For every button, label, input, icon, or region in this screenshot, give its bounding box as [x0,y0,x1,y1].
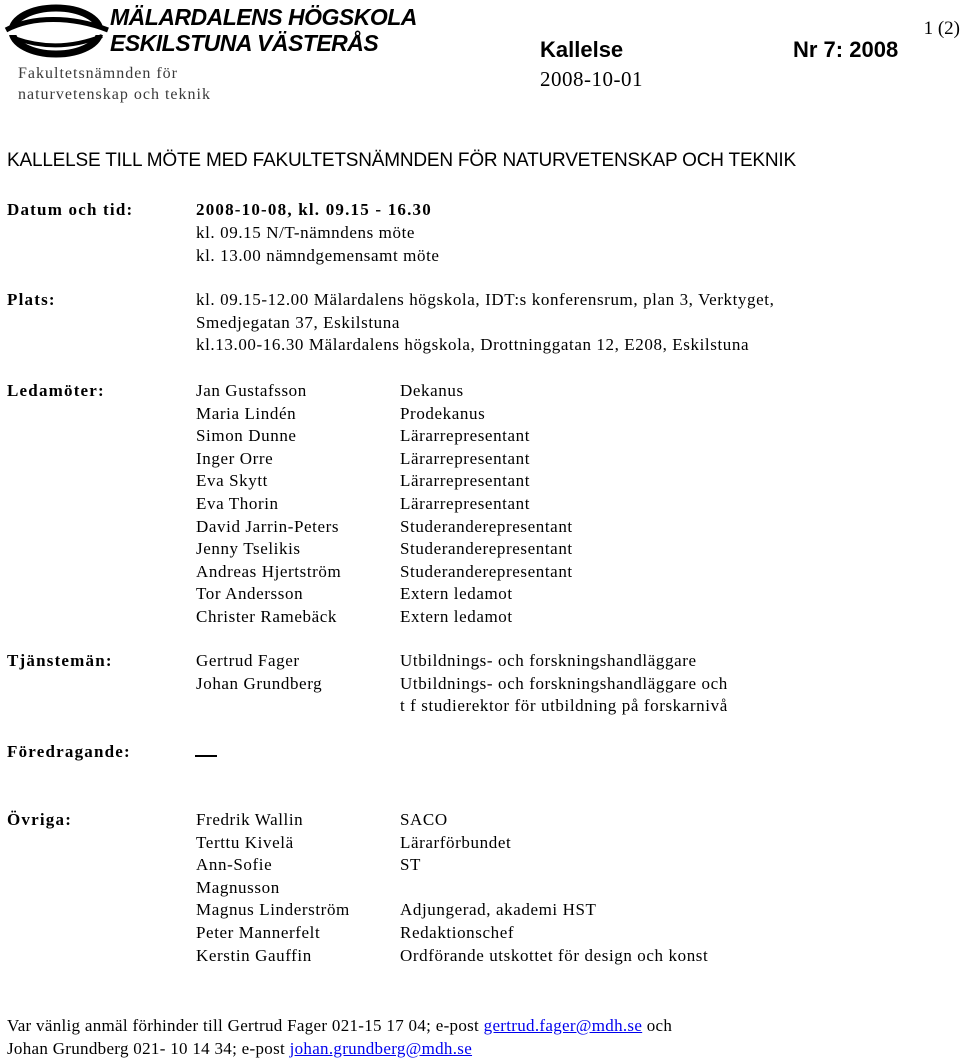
person-name: Jan Gustafsson [196,381,307,400]
person-role: Extern ledamot [400,584,513,604]
faculty-name-line1: Fakultetsnämnden för [18,65,178,82]
person-name: Tor Andersson [196,584,304,604]
person-role: Utbildnings- och forskningshandläggare [400,651,697,670]
person-role: Lärarförbundet [400,832,512,852]
faculty-name-line2: naturvetenskap och teknik [18,86,211,103]
plats-line: kl.13.00-16.30 Mälardalens högskola, Drottninggatan 12, E208, Eskilstuna [196,335,750,354]
person-name: Andreas Hjertström [196,561,342,581]
person-role: Studeranderepresentant [400,539,573,559]
datum-line: 2008-10-08, kl. 09.15 - 16.30 [196,200,432,219]
person-name: Johan Grundberg [196,673,323,693]
email-link-johan[interactable]: johan.grundberg@mdh.se [289,1039,473,1058]
datum-line: kl. 13.00 nämndgemensamt möte [196,246,440,265]
person-role: Extern ledamot [400,607,513,626]
person-name: Christer Ramebäck [196,607,337,626]
footer-line1 [7,1016,672,1036]
person-name: Kerstin Gauffin [196,945,312,965]
foredragande-label: Föredragande: [7,742,131,761]
person-role: Prodekanus [400,403,486,423]
person-name: Ann-Sofie [196,855,273,875]
person-role: Utbildnings- och forskningshandläggare och [400,673,728,693]
person-role: Adjungerad, akademi HST [400,900,597,920]
person-role: Lärarrepresentant [400,448,531,468]
person-role: Lärarrepresentant [400,494,531,513]
person-name: Magnus Linderström [196,900,350,920]
datum-label: Datum och tid: [7,200,134,219]
footer-text: Johan Grundberg 021- 10 14 34; e-post [7,1039,290,1058]
person-role: t f studierektor för utbildning på forskarnivå [400,696,728,716]
person-role: Lärarrepresentant [400,426,531,446]
person-name: Peter Mannerfelt [196,923,321,942]
footer-text: och [642,1016,673,1035]
person-name: Gertrud Fager [196,651,300,670]
person-name: Jenny Tselikis [196,539,301,559]
footer-line2 [7,1039,472,1059]
person-role: SACO [400,810,448,829]
person-name: Magnusson [196,877,280,897]
ledamoter-label: Ledamöter: [7,381,105,400]
person-name: Eva Skytt [196,471,268,491]
logo-text-line1: MÄLARDALENS HÖGSKOLA [110,4,417,30]
person-role: Studeranderepresentant [400,561,573,581]
footer-text: Var vänlig anmäl förhinder till Gertrud Fager 021-15 17 04; e-post [7,1016,484,1035]
empty-dash [195,755,217,757]
datum-line: kl. 09.15 N/T-nämndens möte [196,223,416,242]
page-title: KALLELSE TILL MÖTE MED FAKULTETSNÄMNDEN FÖR NATURVETENSKAP OCH TEKNIK [7,150,796,171]
person-role: Ordförande utskottet för design och konst [400,945,709,965]
person-name: Eva Thorin [196,494,279,513]
logo-text-line2: ESKILSTUNA VÄSTERÅS [110,30,379,56]
doc-type: Kallelse [540,37,624,62]
person-name: David Jarrin-Peters [196,516,340,536]
person-name: Fredrik Wallin [196,810,304,829]
plats-label: Plats: [7,290,56,309]
person-role: Dekanus [400,381,464,400]
plats-line: Smedjegatan 37, Eskilstuna [196,313,400,332]
person-role: Lärarrepresentant [400,471,531,491]
doc-number: Nr 7: 2008 [793,37,899,62]
doc-date: 2008-10-01 [540,67,643,91]
person-name: Maria Lindén [196,403,297,423]
person-name: Terttu Kivelä [196,832,294,852]
email-link-gertrud[interactable]: gertrud.fager@mdh.se [483,1016,643,1035]
person-role: Studeranderepresentant [400,516,573,536]
plats-line: kl. 09.15-12.00 Mälardalens högskola, IDT:s konferensrum, plan 3, Verktyget, [196,290,775,309]
university-logo [2,2,112,60]
tjansteman-label: Tjänstemän: [7,651,113,670]
person-name: Inger Orre [196,448,274,468]
page-number: 1 (2) [923,18,960,39]
ovriga-label: Övriga: [7,810,73,829]
person-name: Simon Dunne [196,426,297,446]
person-role: ST [400,855,422,875]
person-role: Redaktionschef [400,923,515,942]
